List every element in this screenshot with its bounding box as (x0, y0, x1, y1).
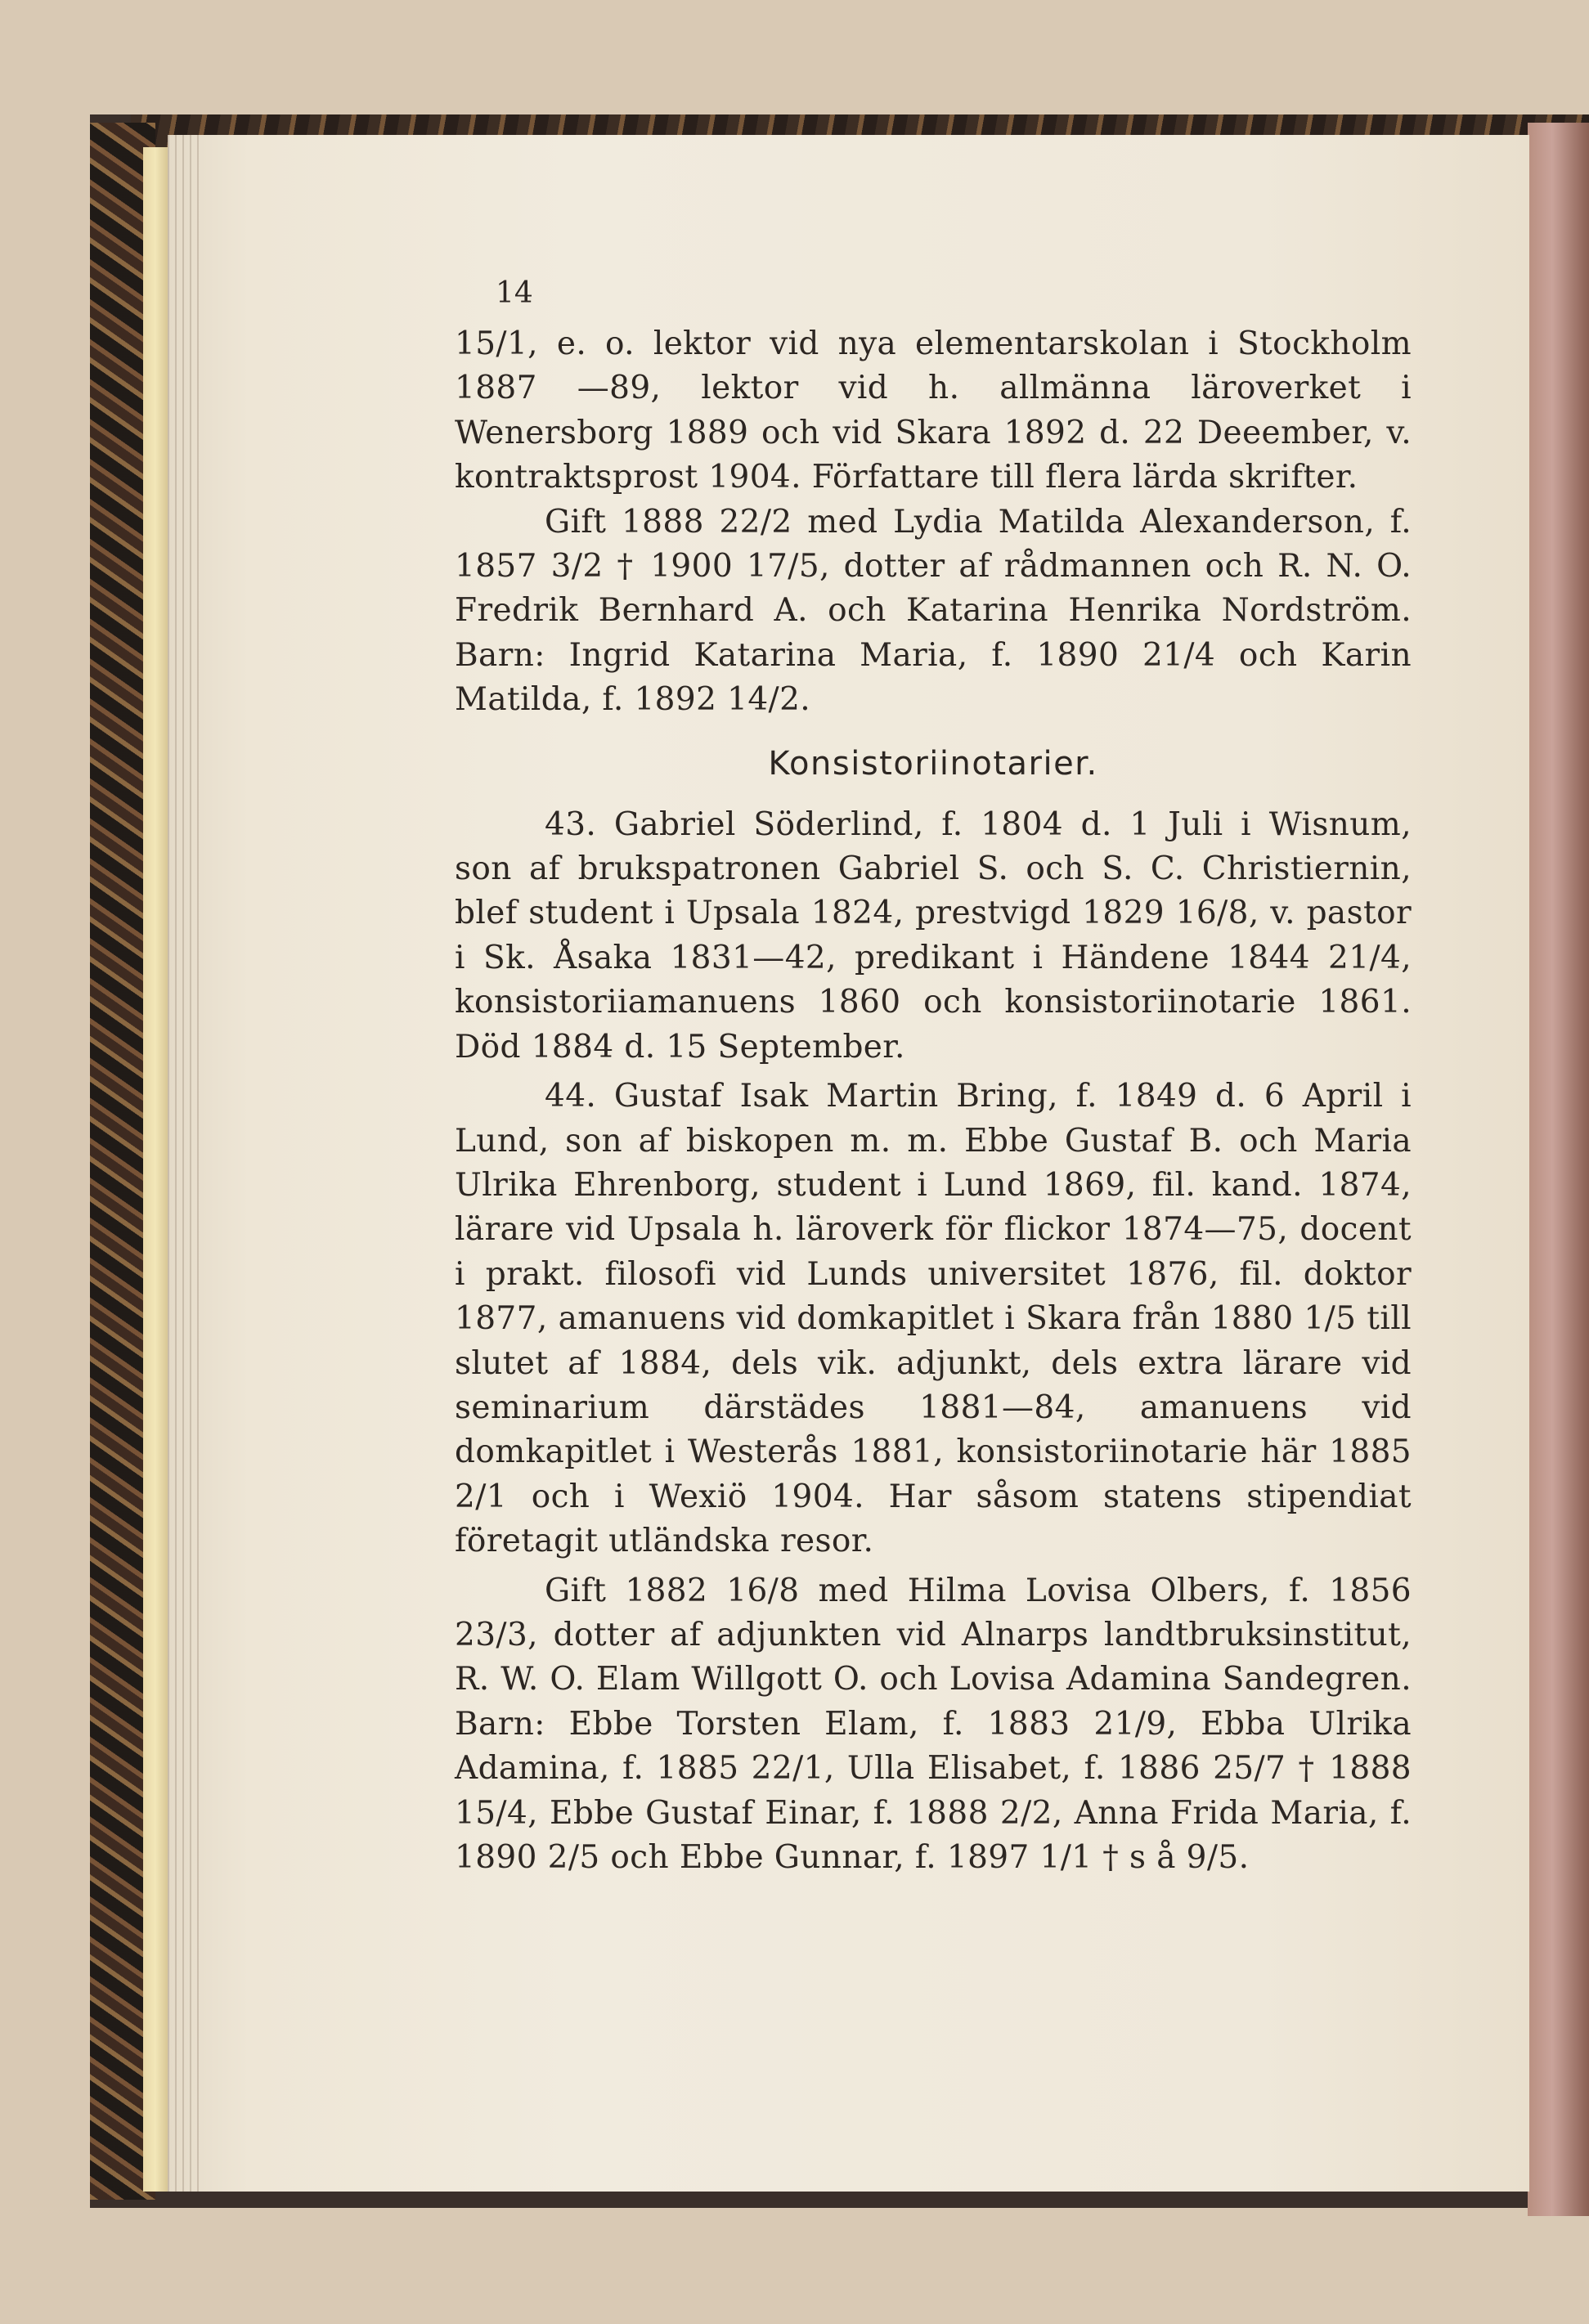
spine-paper-strip (143, 147, 168, 2192)
paragraph-marriage-1: Gift 1888 22/2 med Lydia Matilda Alexanderson, f. 1857 3/2 † 1900 17/5, dotter af rådmannen och R. N. O. Fredrik Bernhard A. och Katarina Henrika Nordström. Barn: Ingrid Katarina Maria, f. 1890 21/4 och Karin Matilda, f. 1892 14/2. (455, 503, 1412, 719)
section-heading: Konsistoriinotarier. (768, 744, 1098, 783)
page-text-block (455, 278, 1412, 1880)
paragraph-marriage-2: Gift 1882 16/8 med Hilma Lovisa Olbers, f. 1856 23/3, dotter af adjunkten vid Alnarps landtbruksinstitut, R. W. O. Elam Willgott O. och Lovisa Adamina Sandegren. Barn: Ebbe Torsten Elam, f. 1883 21/9, Ebba Ulrika Adamina, f. 1885 22/1, Ulla Elisabet, f. 1886 25/7 † 1888 15/4, Ebbe Gustaf Einar, f. 1888 2/2, Anna Frida Maria, f. 1890 2/5 och Ebbe Gunnar, f. 1897 1/1 † s å 9/5. (455, 1572, 1412, 1876)
entry-43: 43. Gabriel Söderlind, f. 1804 d. 1 Juli i Wisnum, son af brukspatronen Gabriel S. och S. C. Christiernin, blef student i Upsala 1824, prestvigd 1829 16/8, v. pastor i Sk. Åsaka 1831—42, predikant i Händene 1844 21/4, konsistoriiamanuens 1860 och konsistoriinotarie 1861. Död 1884 d. 15 September. (455, 805, 1412, 1066)
entry-44: 44. Gustaf Isak Martin Bring, f. 1849 d. 6 April i Lund, son af biskopen m. m. Ebbe Gustaf B. och Maria Ulrika Ehrenborg, student i Lund 1869, fil. kand. 1874, lärare vid Upsala h. läroverk för flickor 1874—75, docent i prakt. filosofi vid Lunds universitet 1876, fil. doktor 1877, amanuens vid domkapitlet i Skara från 1880 1/5 till slutet af 1884, dels vik. adjunkt, dels extra lärare vid seminarium därstädes 1881—84, amanuens vid domkapitlet i Westerås 1881, konsistoriinotarie här 1885 2/1 och i Wexiö 1904. Har såsom statens stipendiat företagit utländska resor. (455, 1078, 1412, 1560)
page-number: 14 (496, 276, 533, 310)
cover-edge-right (1528, 123, 1589, 2216)
paragraph-continuation: 15/1, e. o. lektor vid nya elementarskolan i Stockholm 1887 —89, lektor vid h. allmänna läroverket i Wenersborg 1889 och vid Skara 1892 d. 22 Deeember, v. kontraktsprost 1904. Författare till flera lärda skrifter. (455, 325, 1412, 496)
page-gutter (168, 135, 200, 2192)
